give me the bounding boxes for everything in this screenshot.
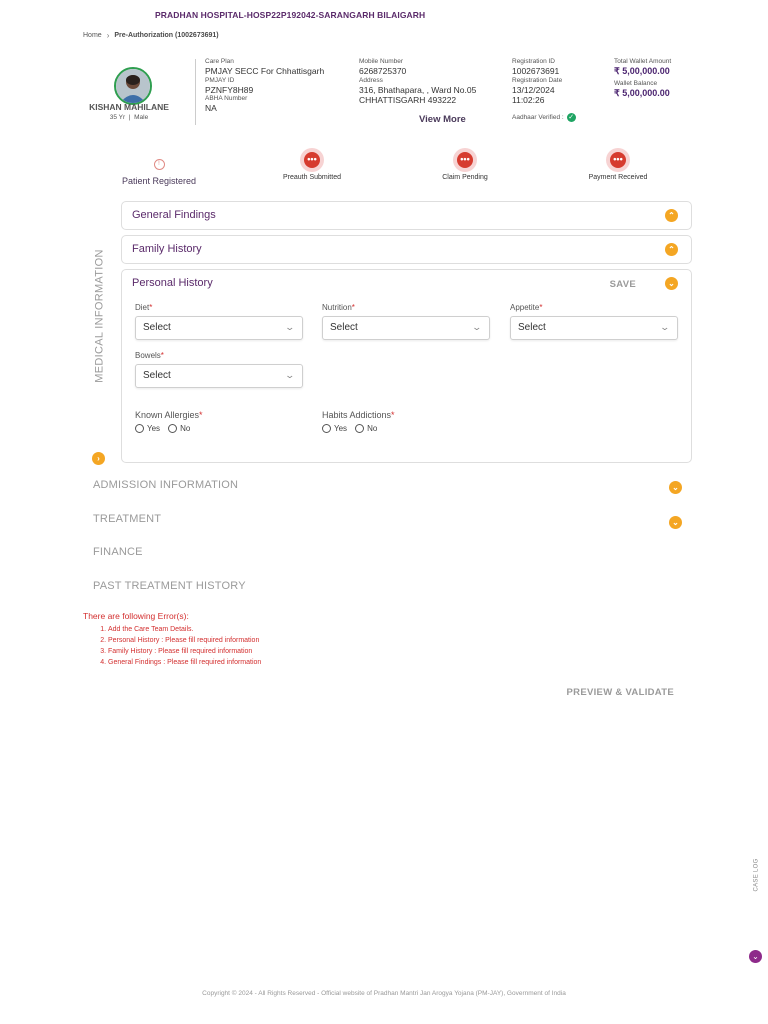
nutrition-select[interactable]: Select ⌄ xyxy=(322,316,490,340)
diet-select[interactable]: Select ⌄ xyxy=(135,316,303,340)
error-title: There are following Error(s): xyxy=(83,611,189,621)
habits-no-radio[interactable]: No xyxy=(355,424,377,433)
section-finance[interactable]: FINANCE xyxy=(93,546,143,558)
chevron-up-icon[interactable]: ⌃ xyxy=(665,243,678,256)
chevron-down-icon[interactable]: ⌄ xyxy=(669,516,682,529)
bowels-select[interactable]: Select ⌄ xyxy=(135,364,303,388)
patient-gender: Male xyxy=(134,114,149,121)
breadcrumb-current: Pre-Authorization (1002673691) xyxy=(114,32,219,39)
chevron-right-icon[interactable]: › xyxy=(92,452,105,465)
appetite-label: Appetite* xyxy=(510,303,543,312)
case-log-tab[interactable] xyxy=(748,858,768,898)
save-button[interactable]: SAVE xyxy=(609,279,636,290)
known-allergies-radio-group xyxy=(135,424,190,433)
step-label: Payment Received xyxy=(588,174,648,181)
preview-validate-button[interactable]: PREVIEW & VALIDATE xyxy=(566,687,674,698)
patient-name: KISHAN MAHILANE xyxy=(89,102,169,112)
patient-summary-card xyxy=(83,55,693,130)
wallet-balance-value: ₹ 5,00,000.00 xyxy=(614,87,670,98)
reg-id-value: 1002673691 xyxy=(512,66,560,76)
accordion-title: Personal History xyxy=(132,277,213,289)
step-status-icon: ! xyxy=(147,152,171,176)
chevron-right-icon: › xyxy=(106,31,110,40)
step-label: Patient Registered xyxy=(121,176,197,186)
allergies-no-radio[interactable]: No xyxy=(168,424,190,433)
more-dots-icon: ••• xyxy=(300,148,324,172)
accordion-personal-history xyxy=(121,269,692,463)
footer-copyright: Copyright © 2024 - All Rights Reserved - Official website of Pradhan Mantri Jan Arogya Yojana (PM-JAY), Government of India xyxy=(202,990,566,997)
registration-column xyxy=(512,58,576,124)
chevron-up-icon[interactable]: ⌃ xyxy=(665,209,678,222)
mobile-label: Mobile Number xyxy=(359,58,404,65)
reg-date-value: 13/12/2024 xyxy=(512,84,555,95)
error-item: 4. General Findings : Please fill required information xyxy=(108,657,261,668)
accordion-title: Family History xyxy=(132,243,202,255)
wallet-balance-label: Wallet Balance xyxy=(614,79,658,87)
reg-time-value: 11:02:26 xyxy=(512,95,545,105)
allergies-yes-radio[interactable]: Yes xyxy=(135,424,160,433)
habits-addictions-label: Habits Addictions* xyxy=(322,410,395,420)
more-dots-icon: ••• xyxy=(453,148,477,172)
abha-label: ABHA Number xyxy=(205,95,248,102)
section-treatment[interactable]: TREATMENT xyxy=(93,513,162,525)
care-plan-label: Care Plan xyxy=(205,58,234,65)
abha-value: NA xyxy=(205,103,217,113)
medical-information-label: MEDICAL INFORMATION xyxy=(93,249,106,383)
care-plan-value: PMJAY SECC For Chhattisgarh xyxy=(205,66,325,76)
pmjay-id-value: PZNFY8H89 xyxy=(205,84,254,95)
breadcrumb xyxy=(83,31,219,40)
medical-information-tab[interactable] xyxy=(68,249,128,385)
step-claim-pending xyxy=(410,148,520,181)
error-item: 2. Personal History : Please fill required information xyxy=(108,635,261,646)
view-more-link[interactable]: View More xyxy=(419,114,466,125)
chevron-down-icon[interactable]: ⌄ xyxy=(749,950,762,963)
error-list xyxy=(83,611,261,668)
habits-addictions-radio-group xyxy=(322,424,377,433)
appetite-select[interactable]: Select ⌄ xyxy=(510,316,678,340)
check-circle-icon: ✓ xyxy=(568,113,575,121)
chevron-down-icon: ⌄ xyxy=(284,370,296,380)
section-past-treatment-history[interactable]: PAST TREATMENT HISTORY xyxy=(93,580,246,592)
accordion-general-findings[interactable] xyxy=(121,201,692,230)
accordion-title: General Findings xyxy=(132,209,216,221)
status-stepper xyxy=(83,148,693,188)
error-item: 1. Add the Care Team Details. xyxy=(108,624,261,635)
diet-label: Diet* xyxy=(135,303,153,312)
step-label: Claim Pending xyxy=(442,174,488,181)
patient-age-gender xyxy=(83,114,175,121)
contact-column xyxy=(359,58,476,106)
error-item: 3. Family History : Please fill required information xyxy=(108,646,261,657)
pmjay-id-label: PMJAY ID xyxy=(205,76,235,84)
total-wallet-value: ₹ 5,00,000.00 xyxy=(614,66,670,76)
chevron-down-icon[interactable]: ⌄ xyxy=(669,481,682,494)
hospital-title: PRADHAN HOSPITAL-HOSP22P192042-SARANGARH BILAIGARH xyxy=(155,10,426,20)
aadhaar-verified xyxy=(512,113,576,122)
address-line1: 316, Bhathapara, , Ward No.05 xyxy=(359,84,477,95)
step-label: Preauth Submitted xyxy=(283,174,341,181)
address-line2: CHHATTISGARH 493222 xyxy=(359,95,457,105)
wallet-column xyxy=(614,58,671,98)
chevron-down-icon: ⌄ xyxy=(659,322,671,332)
aadhaar-label: Aadhaar Verified : xyxy=(512,113,564,121)
habits-yes-radio[interactable]: Yes xyxy=(322,424,347,433)
mobile-value: 6268725370 xyxy=(359,66,407,76)
chevron-down-icon: ⌄ xyxy=(471,322,483,332)
avatar xyxy=(114,67,152,105)
more-dots-icon: ••• xyxy=(606,148,630,172)
step-payment-received xyxy=(563,148,673,181)
total-wallet-label: Total Wallet Amount xyxy=(614,58,672,65)
case-log-label: CASE LOG xyxy=(753,858,760,892)
breadcrumb-home[interactable]: Home xyxy=(83,32,102,39)
chevron-down-icon[interactable]: ⌄ xyxy=(665,277,678,290)
known-allergies-label: Known Allergies* xyxy=(135,410,203,420)
care-plan-column xyxy=(205,58,324,114)
nutrition-label: Nutrition* xyxy=(322,303,355,312)
step-preauth-submitted xyxy=(257,148,367,181)
chevron-down-icon: ⌄ xyxy=(284,322,296,332)
address-label: Address xyxy=(359,76,383,84)
accordion-family-history[interactable] xyxy=(121,235,692,264)
meta-separator: | xyxy=(128,114,131,121)
reg-date-label: Registration Date xyxy=(512,76,563,84)
patient-age: 35 Yr xyxy=(109,114,126,121)
divider xyxy=(195,59,196,125)
section-admission-information[interactable]: ADMISSION INFORMATION xyxy=(93,479,239,491)
step-patient-registered xyxy=(104,152,214,186)
bowels-label: Bowels* xyxy=(135,351,164,360)
reg-id-label: Registration ID xyxy=(512,58,555,65)
